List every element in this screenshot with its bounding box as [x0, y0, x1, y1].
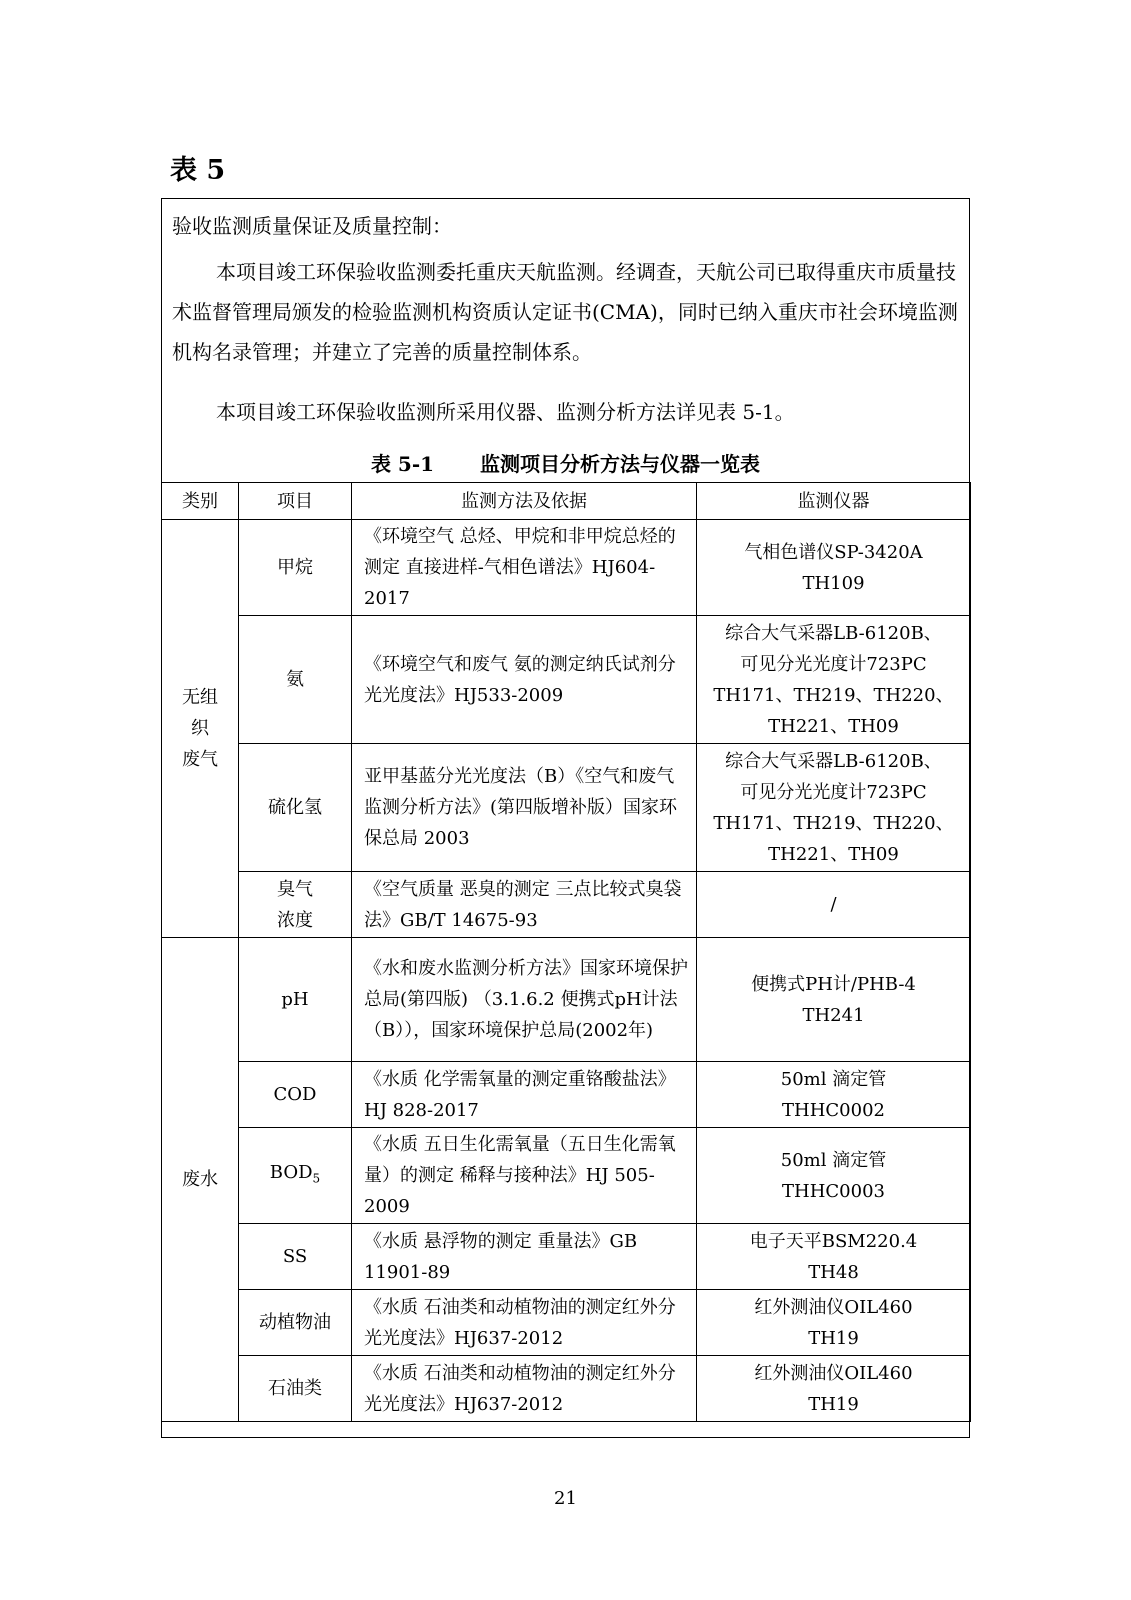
instrument-line: THHC0002 [782, 1099, 885, 1121]
method-cell: 《水质 悬浮物的测定 重量法》GB 11901-89 [352, 1224, 697, 1290]
method-cell: 亚甲基蓝分光光度法（B）《空气和废气监测分析方法》(第四版增补版）国家环保总局 2003 [352, 744, 697, 872]
item-text: BOD [269, 1161, 313, 1183]
instrument-cell [697, 938, 971, 1062]
instrument-line: 红外测油仪OIL460 [754, 1296, 913, 1318]
item-cell: 动植物油 [239, 1290, 352, 1356]
instrument-line: TH221、TH09 [768, 715, 899, 737]
table-number: 表 5-1 [370, 452, 435, 476]
instrument-cell [697, 520, 971, 616]
category-line: 废水 [182, 1169, 218, 1190]
table-row [162, 1128, 971, 1224]
header-instrument: 监测仪器 [697, 483, 971, 520]
table-row [162, 520, 971, 616]
instrument-line: 红外测油仪OIL460 [754, 1362, 913, 1384]
item-cell [239, 1128, 352, 1224]
instrument-line: THHC0003 [782, 1180, 885, 1202]
instrument-line: 50ml 滴定管 [780, 1149, 887, 1171]
instrument-line: TH19 [808, 1393, 859, 1415]
item-cell: 甲烷 [239, 520, 352, 616]
table-row [162, 1356, 971, 1422]
section-title: 验收监测质量保证及质量控制： [172, 214, 452, 238]
item-cell: pH [239, 938, 352, 1062]
paragraph-2 [172, 392, 962, 432]
item-cell: 硫化氢 [239, 744, 352, 872]
table-row [162, 1062, 971, 1128]
instrument-line: 综合大气采器LB-6120B、 [725, 622, 942, 644]
page-heading: 表 5 [170, 155, 226, 186]
instrument-line: 可见分光光度计723PC [740, 653, 927, 675]
instrument-line: TH109 [802, 572, 865, 594]
instrument-line: TH221、TH09 [768, 843, 899, 865]
instrument-cell [697, 1356, 971, 1422]
method-cell: 《水质 石油类和动植物油的测定红外分光光度法》HJ637-2012 [352, 1356, 697, 1422]
instrument-cell [697, 1062, 971, 1128]
method-cell: 《环境空气和废气 氨的测定纳氏试剂分光光度法》HJ533-2009 [352, 616, 697, 744]
item-subscript: 5 [312, 1171, 321, 1186]
method-cell: 《空气质量 恶臭的测定 三点比较式臭袋法》GB/T 14675-93 [352, 872, 697, 938]
item-cell: SS [239, 1224, 352, 1290]
category-cell [162, 520, 239, 938]
page-number: 21 [554, 1488, 577, 1509]
table-row [162, 1224, 971, 1290]
instrument-line: 气相色谱仪SP-3420A [744, 541, 923, 563]
instrument-cell [697, 1128, 971, 1224]
table-row [162, 616, 971, 744]
paragraph-1-text: 本项目竣工环保验收监测委托重庆天航监测。经调查，天航公司已取得重庆市质量技术监督管理局颁发的检验监测机构资质认定证书(CMA)，同时已纳入重庆市社会环境监测机构名录管理；并建立了完善的质量控制体系。 [172, 260, 958, 364]
table-row [162, 872, 971, 938]
method-cell: 《水质 化学需氧量的测定重铬酸盐法》 HJ 828-2017 [352, 1062, 697, 1128]
category-line: 织 [191, 718, 209, 739]
instrument-line: 可见分光光度计723PC [740, 781, 927, 803]
instrument-line: TH48 [808, 1261, 859, 1283]
method-cell: 《环境空气 总烃、甲烷和非甲烷总烃的测定 直接进样-气相色谱法》HJ604-2017 [352, 520, 697, 616]
instrument-cell [697, 1290, 971, 1356]
instrument-line: TH171、TH219、TH220、 [713, 684, 954, 706]
header-item: 项目 [239, 483, 352, 520]
instrument-line: 便携式PH计/PHB-4 [751, 973, 916, 995]
table-caption [0, 448, 1131, 477]
item-line: 浓度 [277, 909, 313, 931]
header-method: 监测方法及依据 [352, 483, 697, 520]
table-title: 监测项目分析方法与仪器一览表 [480, 452, 761, 476]
table-header-row [162, 483, 971, 520]
paragraph-2-text: 本项目竣工环保验收监测所采用仪器、监测分析方法详见表 5-1。 [216, 400, 795, 424]
item-cell [239, 872, 352, 938]
method-cell: 《水和废水监测分析方法》国家环境保护总局(第四版) （3.1.6.2 便携式pH计法（B）），国家环境保护总局(2002年) [352, 938, 697, 1062]
instrument-line: 50ml 滴定管 [780, 1068, 887, 1090]
table-row [162, 744, 971, 872]
instrument-cell [697, 744, 971, 872]
item-cell: 氨 [239, 616, 352, 744]
instrument-line: 综合大气采器LB-6120B、 [725, 750, 942, 772]
item-cell: 石油类 [239, 1356, 352, 1422]
category-line: 无组 [182, 687, 218, 708]
instrument-cell [697, 1224, 971, 1290]
instrument-line: TH19 [808, 1327, 859, 1349]
instrument-line: TH171、TH219、TH220、 [713, 812, 954, 834]
category-line: 废气 [182, 749, 218, 770]
item-cell: COD [239, 1062, 352, 1128]
methods-table [161, 482, 971, 1422]
instrument-cell: / [697, 872, 971, 938]
table-row [162, 1290, 971, 1356]
method-cell: 《水质 石油类和动植物油的测定红外分光光度法》HJ637-2012 [352, 1290, 697, 1356]
instrument-cell [697, 616, 971, 744]
instrument-line: TH241 [802, 1004, 865, 1026]
table-row [162, 938, 971, 1062]
category-cell [162, 938, 239, 1422]
instrument-line: 电子天平BSM220.4 [749, 1230, 918, 1252]
header-category: 类别 [162, 483, 239, 520]
paragraph-1 [172, 252, 962, 372]
method-cell: 《水质 五日生化需氧量（五日生化需氧量）的测定 稀释与接种法》HJ 505-2009 [352, 1128, 697, 1224]
item-line: 臭气 [277, 878, 313, 900]
